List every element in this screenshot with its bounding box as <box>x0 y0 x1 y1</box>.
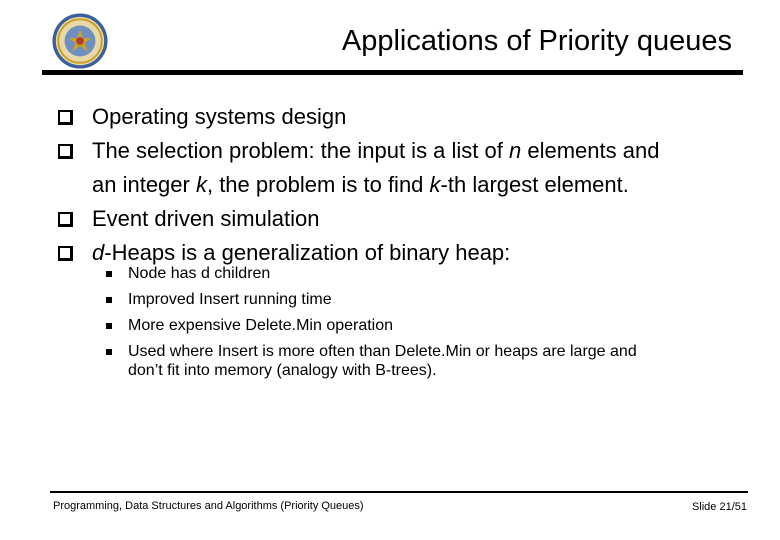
bullet-text: , the problem is to find <box>206 172 430 197</box>
bullet-text: -Heaps is a generalization of binary heap: <box>104 240 511 265</box>
footer-slide-number: Slide 21/51 <box>691 501 747 513</box>
sub-bullet-item <box>105 261 745 287</box>
bullet-text: elements and <box>521 138 660 163</box>
hollow-square-bullet-icon <box>58 212 73 227</box>
variable-k: k <box>429 172 441 197</box>
slide-title: Applications of Priority queues <box>341 25 732 57</box>
filled-square-bullet-icon <box>106 271 112 277</box>
bullet-text: -th largest element. <box>440 172 629 197</box>
hollow-square-bullet-icon <box>58 246 73 261</box>
bullet-text: Event driven simulation <box>92 206 320 231</box>
footer-divider <box>50 491 748 493</box>
sub-bullet-item <box>105 339 745 365</box>
hollow-square-bullet-icon <box>58 144 73 159</box>
bullet-text: an integer <box>92 172 196 197</box>
sub-bullet-item <box>105 313 745 339</box>
filled-square-bullet-icon <box>106 323 112 329</box>
variable-d: d <box>92 240 105 265</box>
bullet-text: The selection problem: the input is a list of <box>92 138 509 163</box>
bullet-item <box>58 202 748 236</box>
filled-square-bullet-icon <box>106 297 112 303</box>
bullet-item <box>58 134 748 202</box>
variable-n: n <box>509 138 522 163</box>
sub-bullet-list <box>105 261 745 381</box>
filled-square-bullet-icon <box>106 349 112 355</box>
sub-bullet-item <box>105 287 745 313</box>
main-bullet-list <box>58 100 748 270</box>
sub-bullet-text: Improved Insert running time <box>128 291 332 308</box>
bullet-text: Operating systems design <box>92 104 347 129</box>
sub-bullet-text: Used where Insert is more often than Delete.Min or heaps are large and <box>128 343 637 360</box>
sub-bullet-text: Node has d children <box>128 265 271 282</box>
hollow-square-bullet-icon <box>58 110 73 125</box>
variable-k: k <box>195 172 207 197</box>
footer-course: Programming, Data Structures and Algorithms (Priority Queues) <box>53 500 364 512</box>
university-seal-icon <box>51 12 109 70</box>
title-divider <box>42 70 743 75</box>
sub-bullet-text: More expensive Delete.Min operation <box>128 317 394 334</box>
bullet-item <box>58 100 748 134</box>
sub-bullet-continuation: don’t fit into memory (analogy with B-trees). <box>128 362 437 379</box>
